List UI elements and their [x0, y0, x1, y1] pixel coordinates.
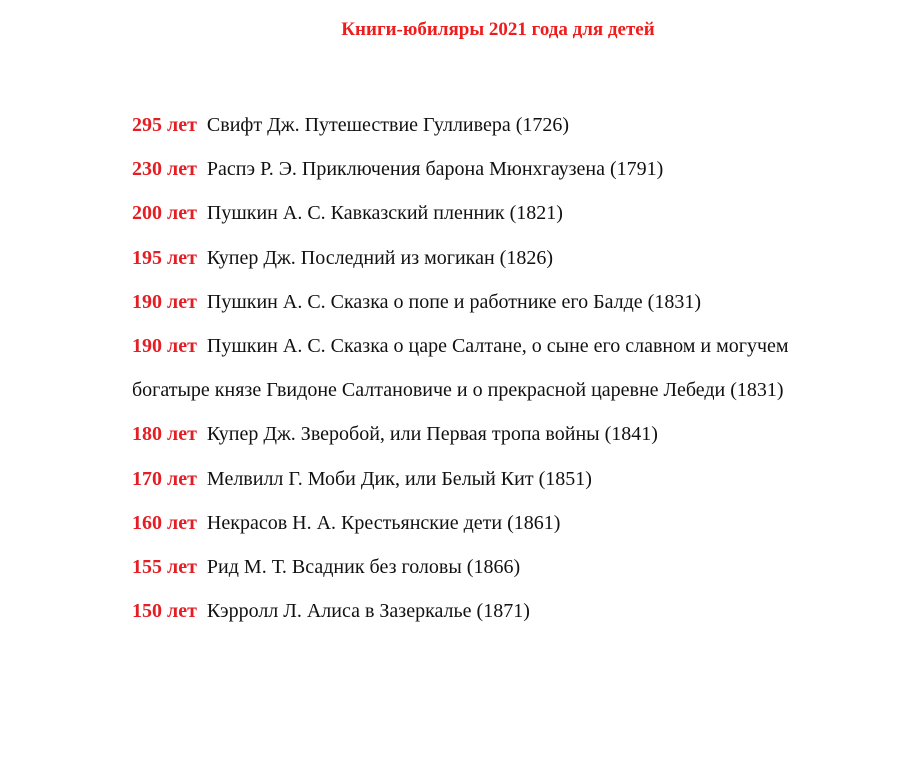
book-description: Купер Дж. Зверобой, или Первая тропа войны (1841)	[206, 423, 658, 446]
anniversary-years: 150 лет	[132, 600, 197, 623]
book-description: Некрасов Н. А. Крестьянские дети (1861)	[206, 511, 561, 534]
book-description: Пушкин А. С. Сказка о царе Салтане, о сыне его славном и могучем богатыре князе Гвидоне Салтановиче и о прекрасной царевне Лебеди (1831)	[132, 335, 789, 402]
document-title: Книги-юбиляры 2021 года для детей	[341, 19, 655, 40]
book-description: Рид М. Т. Всадник без головы (1866)	[206, 556, 521, 579]
list-item	[132, 412, 822, 456]
book-description: Распэ Р. Э. Приключения барона Мюнхгаузена (1791)	[206, 158, 664, 181]
anniversary-years: 160 лет	[132, 511, 197, 534]
book-description: Свифт Дж. Путешествие Гулливера (1726)	[206, 114, 570, 136]
list-item	[132, 545, 822, 589]
list-item	[132, 236, 822, 280]
book-description: Купер Дж. Последний из могикан (1826)	[206, 246, 553, 269]
anniversary-years: 155 лет	[132, 556, 197, 579]
book-description: Пушкин А. С. Сказка о попе и работнике его Балде (1831)	[206, 290, 701, 313]
anniversary-years: 190 лет	[132, 290, 197, 313]
book-description: Пушкин А. С. Кавказский пленник (1821)	[206, 202, 563, 225]
book-list	[132, 103, 822, 633]
anniversary-years: 195 лет	[132, 246, 197, 269]
list-item	[132, 147, 822, 191]
book-description: Кэрролл Л. Алиса в Зазеркалье (1871)	[206, 600, 530, 623]
list-item	[132, 589, 822, 633]
list-item	[132, 324, 822, 412]
anniversary-years: 170 лет	[132, 467, 197, 490]
list-item	[132, 191, 822, 235]
anniversary-years: 230 лет	[132, 158, 197, 181]
list-item	[132, 457, 822, 501]
anniversary-years: 295 лет	[132, 114, 197, 136]
book-description: Мелвилл Г. Моби Дик, или Белый Кит (1851)	[206, 467, 592, 490]
list-item	[132, 103, 822, 147]
list-item	[132, 501, 822, 545]
anniversary-years: 180 лет	[132, 423, 197, 446]
list-item	[132, 280, 822, 324]
anniversary-years: 190 лет	[132, 335, 197, 358]
anniversary-years: 200 лет	[132, 202, 197, 225]
